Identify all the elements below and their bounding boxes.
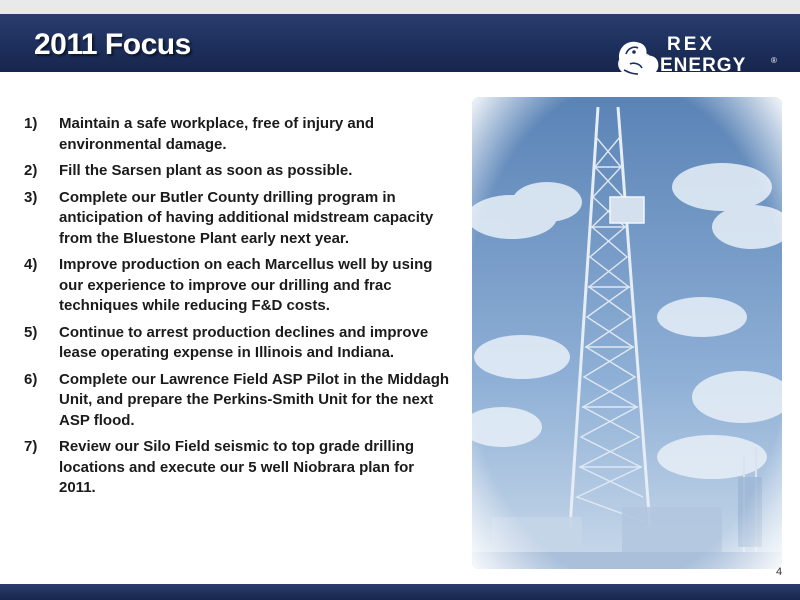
logo-text-rex: REX (667, 34, 716, 55)
registered-mark: ® (771, 56, 777, 65)
drilling-rig-photo (472, 97, 782, 569)
slide-title: 2011 Focus (34, 28, 191, 61)
rex-energy-logo (614, 34, 784, 84)
drilling-rig-illustration (472, 97, 782, 569)
focus-item-text: Complete our Lawrence Field ASP Pilot in the Middagh Unit, and prepare the Perkins-Smith Unit for the next ASP flood. (59, 370, 450, 429)
focus-item-number: 3) (24, 188, 38, 206)
focus-item-number: 7) (24, 438, 38, 455)
footer-bar (0, 584, 800, 600)
focus-item (24, 188, 454, 250)
focus-item (24, 114, 454, 155)
logo-text-energy: ENERGY (660, 55, 747, 76)
header-bar (0, 14, 800, 76)
focus-item-text: Fill the Sarsen plant as soon as possible. (59, 162, 353, 179)
focus-item (24, 255, 454, 317)
focus-item (24, 370, 454, 432)
focus-item-number: 1) (24, 115, 38, 132)
focus-item-number: 5) (24, 323, 38, 341)
focus-item (24, 437, 454, 499)
dinosaur-logo-icon (614, 34, 662, 84)
focus-item-number: 2) (24, 162, 38, 179)
focus-item-text: Continue to arrest production declines and improve lease operating expense in Illinois and Indiana. (59, 323, 429, 361)
focus-item-text: Review our Silo Field seismic to top grade drilling locations and execute our 5 well Niobrara plan for 2011. (59, 438, 415, 496)
focus-item-number: 4) (24, 256, 38, 273)
focus-item-text: Complete our Butler County drilling program in anticipation of having additional midstream capacity from the Bluestone Plant early next year. (59, 188, 434, 247)
focus-item (24, 161, 454, 182)
focus-item-number: 6) (24, 370, 38, 388)
focus-item (24, 323, 454, 364)
top-strip (0, 0, 800, 14)
page-number: 4 (776, 566, 783, 578)
focus-list (24, 114, 454, 505)
focus-item-text: Maintain a safe workplace, free of injury and environmental damage. (59, 115, 375, 153)
focus-item-text: Improve production on each Marcellus well by using our experience to improve our drilling and frac techniques while reducing F&D costs. (59, 256, 433, 314)
